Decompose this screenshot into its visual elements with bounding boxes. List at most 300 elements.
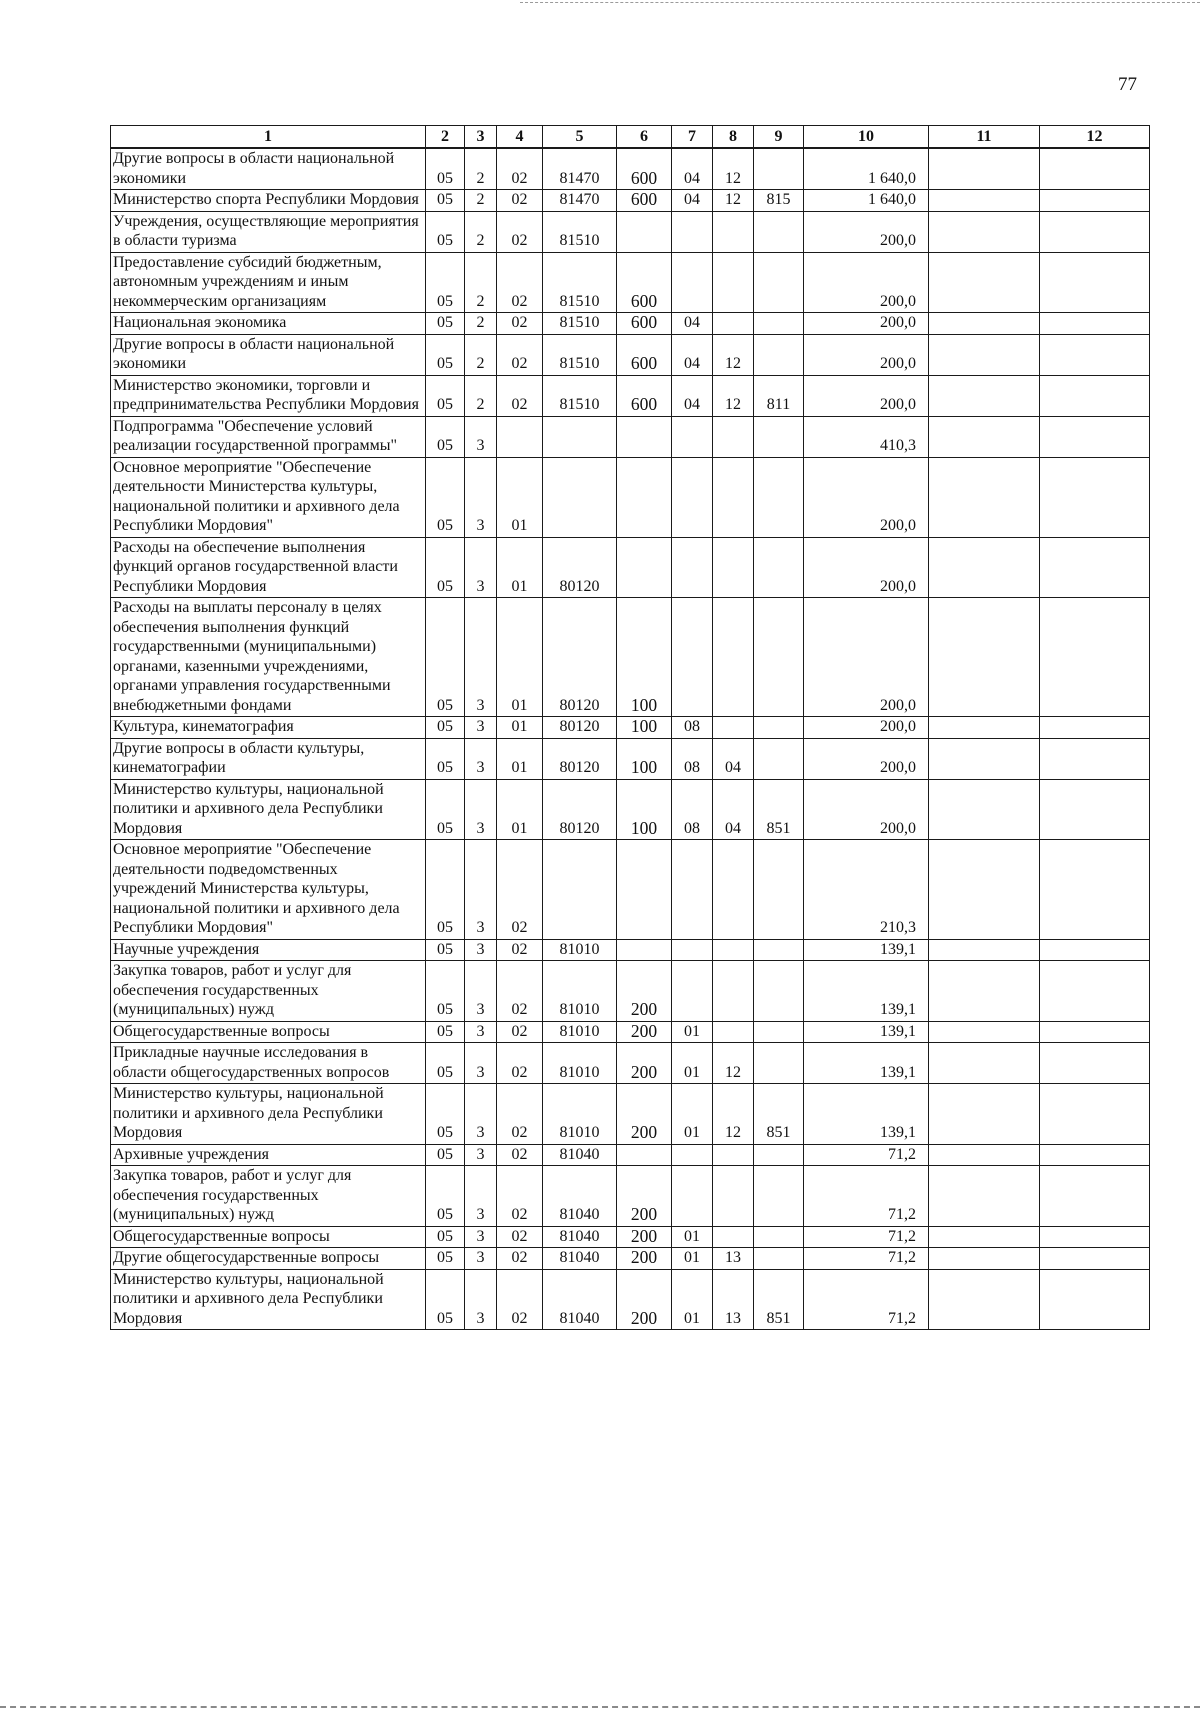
amount-cell bbox=[929, 537, 1040, 598]
column-header: 8 bbox=[713, 126, 754, 149]
code-cell: 05 bbox=[426, 1043, 465, 1084]
amount-cell: 71,2 bbox=[804, 1144, 929, 1166]
code-cell: 200 bbox=[617, 1248, 672, 1270]
code-cell: 05 bbox=[426, 1226, 465, 1248]
code-cell: 81040 bbox=[543, 1226, 617, 1248]
code-cell bbox=[713, 211, 754, 252]
code-cell: 02 bbox=[497, 1021, 543, 1043]
code-cell: 3 bbox=[465, 598, 497, 717]
code-cell: 01 bbox=[497, 717, 543, 739]
column-header: 7 bbox=[672, 126, 713, 149]
code-cell: 100 bbox=[617, 717, 672, 739]
amount-cell bbox=[929, 457, 1040, 537]
code-cell: 81010 bbox=[543, 1021, 617, 1043]
amount-cell bbox=[929, 1144, 1040, 1166]
code-cell: 05 bbox=[426, 211, 465, 252]
code-cell bbox=[754, 148, 804, 190]
budget-table bbox=[110, 125, 1150, 1330]
code-cell: 200 bbox=[617, 1084, 672, 1145]
code-cell bbox=[672, 1144, 713, 1166]
code-cell bbox=[754, 939, 804, 961]
code-cell bbox=[617, 1144, 672, 1166]
amount-cell: 139,1 bbox=[804, 1084, 929, 1145]
amount-cell bbox=[929, 375, 1040, 416]
amount-cell bbox=[929, 779, 1040, 840]
amount-cell: 200,0 bbox=[804, 375, 929, 416]
row-name-cell: Общегосударственные вопросы bbox=[111, 1226, 426, 1248]
code-cell: 04 bbox=[672, 313, 713, 335]
code-cell: 04 bbox=[672, 148, 713, 190]
code-cell bbox=[672, 598, 713, 717]
amount-cell: 71,2 bbox=[804, 1248, 929, 1270]
code-cell: 05 bbox=[426, 1021, 465, 1043]
row-name-cell: Министерство культуры, национальной политики и архивного дела Республики Мордовия bbox=[111, 1269, 426, 1330]
code-cell: 05 bbox=[426, 190, 465, 212]
code-cell: 81040 bbox=[543, 1248, 617, 1270]
amount-cell bbox=[1040, 1226, 1150, 1248]
code-cell bbox=[754, 738, 804, 779]
amount-cell bbox=[1040, 1269, 1150, 1330]
code-cell: 01 bbox=[672, 1084, 713, 1145]
table-body bbox=[111, 148, 1150, 1330]
code-cell: 600 bbox=[617, 313, 672, 335]
code-cell: 3 bbox=[465, 738, 497, 779]
code-cell: 600 bbox=[617, 375, 672, 416]
code-cell: 05 bbox=[426, 1144, 465, 1166]
table-row bbox=[111, 939, 1150, 961]
code-cell: 01 bbox=[672, 1269, 713, 1330]
code-cell bbox=[713, 313, 754, 335]
column-header: 5 bbox=[543, 126, 617, 149]
code-cell bbox=[713, 537, 754, 598]
code-cell: 04 bbox=[672, 334, 713, 375]
code-cell: 12 bbox=[713, 1084, 754, 1145]
code-cell: 01 bbox=[497, 537, 543, 598]
code-cell: 05 bbox=[426, 537, 465, 598]
amount-cell bbox=[1040, 190, 1150, 212]
amount-cell: 200,0 bbox=[804, 537, 929, 598]
code-cell: 02 bbox=[497, 1166, 543, 1227]
column-header: 4 bbox=[497, 126, 543, 149]
code-cell: 05 bbox=[426, 939, 465, 961]
code-cell: 05 bbox=[426, 252, 465, 313]
code-cell: 811 bbox=[754, 375, 804, 416]
code-cell bbox=[543, 457, 617, 537]
amount-cell bbox=[1040, 457, 1150, 537]
code-cell: 80120 bbox=[543, 598, 617, 717]
column-header: 3 bbox=[465, 126, 497, 149]
column-header: 1 bbox=[111, 126, 426, 149]
code-cell: 05 bbox=[426, 738, 465, 779]
code-cell bbox=[754, 1248, 804, 1270]
code-cell bbox=[617, 840, 672, 940]
code-cell: 3 bbox=[465, 1269, 497, 1330]
amount-cell bbox=[929, 252, 1040, 313]
code-cell: 05 bbox=[426, 779, 465, 840]
amount-cell: 200,0 bbox=[804, 313, 929, 335]
row-name-cell: Министерство спорта Республики Мордовия bbox=[111, 190, 426, 212]
code-cell: 02 bbox=[497, 375, 543, 416]
code-cell: 05 bbox=[426, 598, 465, 717]
code-cell bbox=[754, 1144, 804, 1166]
table-row bbox=[111, 1269, 1150, 1330]
code-cell: 81510 bbox=[543, 252, 617, 313]
code-cell: 600 bbox=[617, 252, 672, 313]
code-cell: 01 bbox=[497, 598, 543, 717]
code-cell: 12 bbox=[713, 1043, 754, 1084]
table-row bbox=[111, 1043, 1150, 1084]
code-cell: 81510 bbox=[543, 313, 617, 335]
amount-cell bbox=[1040, 334, 1150, 375]
amount-cell bbox=[929, 334, 1040, 375]
code-cell: 2 bbox=[465, 375, 497, 416]
code-cell bbox=[672, 939, 713, 961]
amount-cell bbox=[929, 939, 1040, 961]
row-name-cell: Национальная экономика bbox=[111, 313, 426, 335]
code-cell bbox=[754, 1021, 804, 1043]
code-cell bbox=[713, 252, 754, 313]
table-row bbox=[111, 598, 1150, 717]
amount-cell bbox=[929, 1166, 1040, 1227]
table-row bbox=[111, 416, 1150, 457]
amount-cell bbox=[1040, 313, 1150, 335]
code-cell: 2 bbox=[465, 211, 497, 252]
row-name-cell: Министерство культуры, национальной политики и архивного дела Республики Мордовия bbox=[111, 1084, 426, 1145]
amount-cell: 71,2 bbox=[804, 1226, 929, 1248]
row-name-cell: Культура, кинематография bbox=[111, 717, 426, 739]
row-name-cell: Расходы на обеспечение выполнения функций органов государственной власти Республики Мордовия bbox=[111, 537, 426, 598]
amount-cell bbox=[1040, 598, 1150, 717]
code-cell bbox=[672, 840, 713, 940]
code-cell: 851 bbox=[754, 1084, 804, 1145]
table-row bbox=[111, 375, 1150, 416]
code-cell: 851 bbox=[754, 1269, 804, 1330]
code-cell: 81010 bbox=[543, 961, 617, 1022]
table-row bbox=[111, 190, 1150, 212]
code-cell bbox=[713, 1021, 754, 1043]
code-cell: 200 bbox=[617, 1226, 672, 1248]
table-row bbox=[111, 961, 1150, 1022]
row-name-cell: Подпрограмма "Обеспечение условий реализации государственной программы" bbox=[111, 416, 426, 457]
code-cell: 3 bbox=[465, 537, 497, 598]
amount-cell bbox=[929, 1084, 1040, 1145]
code-cell bbox=[617, 416, 672, 457]
code-cell: 01 bbox=[497, 457, 543, 537]
code-cell: 04 bbox=[713, 738, 754, 779]
code-cell bbox=[672, 416, 713, 457]
code-cell: 2 bbox=[465, 313, 497, 335]
code-cell bbox=[754, 717, 804, 739]
table-row bbox=[111, 1166, 1150, 1227]
code-cell bbox=[754, 252, 804, 313]
column-header: 12 bbox=[1040, 126, 1150, 149]
amount-cell bbox=[929, 1248, 1040, 1270]
row-name-cell: Расходы на выплаты персоналу в целях обеспечения выполнения функций государственными (муниципальными) органами, казенными учреждениями, органами управления государственными внебюджетными фондами bbox=[111, 598, 426, 717]
code-cell: 3 bbox=[465, 961, 497, 1022]
column-header: 6 bbox=[617, 126, 672, 149]
amount-cell bbox=[1040, 1043, 1150, 1084]
code-cell: 01 bbox=[672, 1248, 713, 1270]
amount-cell bbox=[1040, 779, 1150, 840]
code-cell: 200 bbox=[617, 961, 672, 1022]
code-cell bbox=[713, 416, 754, 457]
code-cell: 3 bbox=[465, 939, 497, 961]
amount-cell bbox=[929, 717, 1040, 739]
code-cell: 05 bbox=[426, 840, 465, 940]
amount-cell: 200,0 bbox=[804, 211, 929, 252]
code-cell: 3 bbox=[465, 1021, 497, 1043]
column-header-row bbox=[111, 126, 1150, 149]
code-cell: 81470 bbox=[543, 190, 617, 212]
code-cell: 05 bbox=[426, 416, 465, 457]
code-cell: 02 bbox=[497, 252, 543, 313]
code-cell: 851 bbox=[754, 779, 804, 840]
code-cell bbox=[754, 598, 804, 717]
table-row bbox=[111, 313, 1150, 335]
code-cell bbox=[672, 1166, 713, 1227]
code-cell bbox=[672, 457, 713, 537]
column-header: 9 bbox=[754, 126, 804, 149]
amount-cell bbox=[929, 840, 1040, 940]
table-row bbox=[111, 840, 1150, 940]
code-cell: 12 bbox=[713, 148, 754, 190]
code-cell: 3 bbox=[465, 1144, 497, 1166]
amount-cell: 1 640,0 bbox=[804, 148, 929, 190]
code-cell: 100 bbox=[617, 738, 672, 779]
amount-cell: 200,0 bbox=[804, 252, 929, 313]
row-name-cell: Другие вопросы в области культуры, кинематографии bbox=[111, 738, 426, 779]
row-name-cell: Закупка товаров, работ и услуг для обеспечения государственных (муниципальных) нужд bbox=[111, 961, 426, 1022]
table-row bbox=[111, 457, 1150, 537]
table-row bbox=[111, 738, 1150, 779]
amount-cell bbox=[1040, 1021, 1150, 1043]
code-cell: 3 bbox=[465, 717, 497, 739]
amount-cell: 1 640,0 bbox=[804, 190, 929, 212]
code-cell bbox=[754, 1166, 804, 1227]
code-cell: 3 bbox=[465, 457, 497, 537]
code-cell: 3 bbox=[465, 840, 497, 940]
code-cell bbox=[754, 961, 804, 1022]
amount-cell: 200,0 bbox=[804, 598, 929, 717]
column-header: 10 bbox=[804, 126, 929, 149]
amount-cell bbox=[929, 1269, 1040, 1330]
amount-cell bbox=[929, 598, 1040, 717]
amount-cell bbox=[929, 211, 1040, 252]
code-cell: 02 bbox=[497, 840, 543, 940]
code-cell: 81010 bbox=[543, 1043, 617, 1084]
code-cell: 02 bbox=[497, 1248, 543, 1270]
code-cell bbox=[713, 961, 754, 1022]
code-cell: 08 bbox=[672, 779, 713, 840]
code-cell: 02 bbox=[497, 148, 543, 190]
code-cell: 08 bbox=[672, 717, 713, 739]
code-cell bbox=[754, 457, 804, 537]
code-cell: 815 bbox=[754, 190, 804, 212]
amount-cell: 139,1 bbox=[804, 961, 929, 1022]
table-row bbox=[111, 1248, 1150, 1270]
code-cell: 600 bbox=[617, 334, 672, 375]
amount-cell: 139,1 bbox=[804, 1043, 929, 1084]
code-cell: 81040 bbox=[543, 1166, 617, 1227]
code-cell: 3 bbox=[465, 1248, 497, 1270]
amount-cell bbox=[1040, 840, 1150, 940]
code-cell: 3 bbox=[465, 1084, 497, 1145]
amount-cell bbox=[1040, 1144, 1150, 1166]
code-cell: 05 bbox=[426, 375, 465, 416]
code-cell: 200 bbox=[617, 1021, 672, 1043]
code-cell bbox=[672, 537, 713, 598]
amount-cell bbox=[1040, 738, 1150, 779]
amount-cell bbox=[929, 1043, 1040, 1084]
amount-cell bbox=[1040, 717, 1150, 739]
amount-cell bbox=[929, 148, 1040, 190]
row-name-cell: Предоставление субсидий бюджетным, автономным учреждениям и иным некоммерческим организациям bbox=[111, 252, 426, 313]
scan-top-rule bbox=[520, 2, 1200, 3]
table-row bbox=[111, 148, 1150, 190]
code-cell: 80120 bbox=[543, 717, 617, 739]
code-cell: 81510 bbox=[543, 211, 617, 252]
amount-cell bbox=[1040, 1248, 1150, 1270]
amount-cell: 210,3 bbox=[804, 840, 929, 940]
code-cell: 81510 bbox=[543, 375, 617, 416]
code-cell: 3 bbox=[465, 1166, 497, 1227]
amount-cell bbox=[929, 738, 1040, 779]
code-cell: 3 bbox=[465, 1043, 497, 1084]
code-cell bbox=[754, 334, 804, 375]
amount-cell bbox=[1040, 1166, 1150, 1227]
table-row bbox=[111, 537, 1150, 598]
code-cell: 2 bbox=[465, 148, 497, 190]
code-cell bbox=[754, 1043, 804, 1084]
table-row bbox=[111, 334, 1150, 375]
code-cell bbox=[754, 1226, 804, 1248]
code-cell: 05 bbox=[426, 1269, 465, 1330]
row-name-cell: Другие вопросы в области национальной экономики bbox=[111, 334, 426, 375]
amount-cell bbox=[929, 961, 1040, 1022]
code-cell: 600 bbox=[617, 190, 672, 212]
code-cell: 100 bbox=[617, 779, 672, 840]
code-cell: 3 bbox=[465, 1226, 497, 1248]
amount-cell: 200,0 bbox=[804, 457, 929, 537]
amount-cell bbox=[1040, 416, 1150, 457]
amount-cell bbox=[929, 190, 1040, 212]
row-name-cell: Основное мероприятие "Обеспечение деятельности подведомственных учреждений Министерства культуры, национальной политики и архивного дела Республики Мордовия" bbox=[111, 840, 426, 940]
code-cell bbox=[713, 840, 754, 940]
code-cell bbox=[754, 537, 804, 598]
table-row bbox=[111, 252, 1150, 313]
code-cell bbox=[754, 840, 804, 940]
code-cell: 81470 bbox=[543, 148, 617, 190]
code-cell: 02 bbox=[497, 313, 543, 335]
code-cell: 05 bbox=[426, 1166, 465, 1227]
table-row bbox=[111, 717, 1150, 739]
code-cell: 05 bbox=[426, 717, 465, 739]
column-header: 2 bbox=[426, 126, 465, 149]
code-cell: 05 bbox=[426, 961, 465, 1022]
scan-bottom-rule bbox=[0, 1706, 1200, 1708]
code-cell: 3 bbox=[465, 416, 497, 457]
table-row bbox=[111, 1226, 1150, 1248]
code-cell bbox=[713, 939, 754, 961]
row-name-cell: Научные учреждения bbox=[111, 939, 426, 961]
code-cell bbox=[617, 939, 672, 961]
code-cell bbox=[672, 961, 713, 1022]
code-cell bbox=[754, 416, 804, 457]
amount-cell bbox=[1040, 939, 1150, 961]
amount-cell bbox=[1040, 1084, 1150, 1145]
code-cell bbox=[617, 537, 672, 598]
code-cell bbox=[713, 457, 754, 537]
code-cell: 05 bbox=[426, 1248, 465, 1270]
table-row bbox=[111, 1144, 1150, 1166]
code-cell bbox=[617, 457, 672, 537]
row-name-cell: Основное мероприятие "Обеспечение деятельности Министерства культуры, национальной политики и архивного дела Республики Мордовия" bbox=[111, 457, 426, 537]
amount-cell bbox=[929, 416, 1040, 457]
amount-cell: 139,1 bbox=[804, 1021, 929, 1043]
code-cell: 80120 bbox=[543, 537, 617, 598]
code-cell: 02 bbox=[497, 1269, 543, 1330]
code-cell bbox=[543, 416, 617, 457]
code-cell: 01 bbox=[672, 1043, 713, 1084]
code-cell: 2 bbox=[465, 334, 497, 375]
code-cell: 12 bbox=[713, 334, 754, 375]
amount-cell: 200,0 bbox=[804, 779, 929, 840]
code-cell bbox=[754, 313, 804, 335]
code-cell: 05 bbox=[426, 334, 465, 375]
code-cell: 81510 bbox=[543, 334, 617, 375]
code-cell: 05 bbox=[426, 457, 465, 537]
amount-cell bbox=[929, 313, 1040, 335]
code-cell: 81010 bbox=[543, 939, 617, 961]
code-cell: 02 bbox=[497, 939, 543, 961]
code-cell: 2 bbox=[465, 190, 497, 212]
code-cell bbox=[713, 1226, 754, 1248]
code-cell: 02 bbox=[497, 190, 543, 212]
code-cell: 02 bbox=[497, 334, 543, 375]
amount-cell bbox=[1040, 537, 1150, 598]
code-cell bbox=[713, 717, 754, 739]
code-cell bbox=[497, 416, 543, 457]
code-cell: 200 bbox=[617, 1166, 672, 1227]
amount-cell bbox=[1040, 375, 1150, 416]
code-cell: 81010 bbox=[543, 1084, 617, 1145]
amount-cell: 71,2 bbox=[804, 1269, 929, 1330]
code-cell bbox=[713, 1144, 754, 1166]
code-cell: 13 bbox=[713, 1248, 754, 1270]
code-cell: 200 bbox=[617, 1269, 672, 1330]
code-cell: 81040 bbox=[543, 1269, 617, 1330]
row-name-cell: Учреждения, осуществляющие мероприятия в области туризма bbox=[111, 211, 426, 252]
code-cell: 80120 bbox=[543, 738, 617, 779]
code-cell: 12 bbox=[713, 190, 754, 212]
code-cell: 3 bbox=[465, 779, 497, 840]
row-name-cell: Другие общегосударственные вопросы bbox=[111, 1248, 426, 1270]
column-header: 11 bbox=[929, 126, 1040, 149]
code-cell: 81040 bbox=[543, 1144, 617, 1166]
code-cell: 05 bbox=[426, 1084, 465, 1145]
amount-cell: 200,0 bbox=[804, 334, 929, 375]
code-cell bbox=[672, 252, 713, 313]
table-row bbox=[111, 211, 1150, 252]
code-cell bbox=[672, 211, 713, 252]
code-cell: 02 bbox=[497, 1226, 543, 1248]
code-cell: 80120 bbox=[543, 779, 617, 840]
code-cell: 02 bbox=[497, 1144, 543, 1166]
amount-cell: 71,2 bbox=[804, 1166, 929, 1227]
row-name-cell: Министерство экономики, торговли и предпринимательства Республики Мордовия bbox=[111, 375, 426, 416]
code-cell bbox=[713, 1166, 754, 1227]
row-name-cell: Общегосударственные вопросы bbox=[111, 1021, 426, 1043]
